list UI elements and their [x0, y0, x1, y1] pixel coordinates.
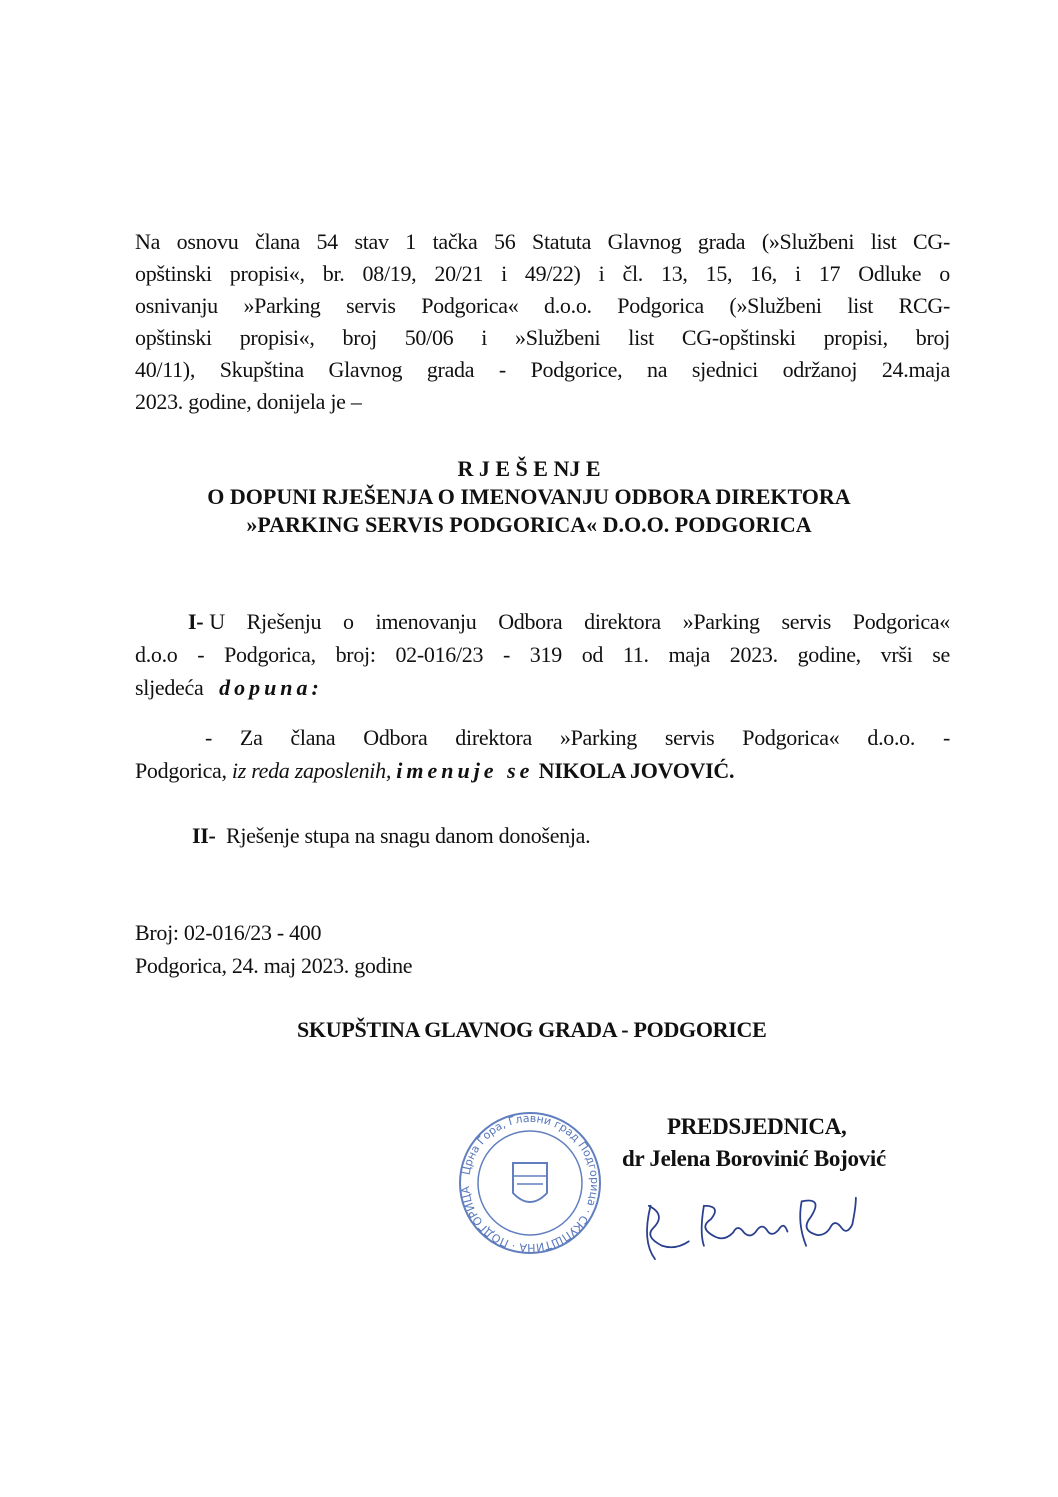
preamble-line: opštinski propisi«, br. 08/19, 20/21 i 49/22) i čl. 13, 15, 16, i 17 Odluke o [135, 261, 950, 286]
emphasis-text: dopuna: [219, 675, 323, 700]
preamble-line: Na osnovu člana 54 stav 1 tačka 56 Statuta Glavnog grada (»Službeni list CG- [135, 229, 950, 254]
place-date: Podgorica, 24. maj 2023. godine [135, 953, 413, 978]
section2-text: Rješenje stupa na snagu danom donošenja. [225, 823, 591, 848]
section1-line: d.o.o - Podgorica, broj: 02-016/23 - 319 od 11. maja 2023. godine, vrši se [135, 642, 950, 667]
signatory-name: dr Jelena Borovinić Bojović [622, 1146, 886, 1171]
preamble-line: osnivanju »Parking servis Podgorica« d.o.o. Podgorica (»Službeni list RCG- [135, 293, 950, 318]
document-subtitle: O DOPUNI RJEŠENJA O IMENOVANJU ODBORA DIREKTORA [207, 484, 851, 509]
section1-line [188, 606, 950, 638]
bullet-italic: iz reda zaposlenih, [231, 758, 392, 783]
signatory-role: PREDSJEDNICA, [667, 1114, 847, 1139]
appointee-name: NIKOLA JOVOVIĆ. [538, 758, 735, 783]
section2-numeral: II- [192, 823, 216, 848]
handwritten-signature [615, 1188, 935, 1268]
section1-text: sljedeća [135, 675, 204, 700]
bullet-text: Podgorica, [135, 758, 227, 783]
preamble-line: 40/11), Skupština Glavnog grada - Podgorice, na sjednici održanoj 24.maja [135, 357, 950, 382]
official-seal [455, 1108, 605, 1258]
section1-text: U Rješenju o imenovanju Odbora direktora »Parking servis Podgorica« [209, 609, 950, 634]
bullet-line [135, 755, 950, 787]
institution-name: SKUPŠTINA GLAVNOG GRADA - PODGORICE [297, 1017, 767, 1042]
document-subtitle: »PARKING SERVIS PODGORICA« D.O.O. PODGORICA [246, 512, 812, 537]
document-heading: R J E Š E NJ E [457, 456, 601, 481]
emphasis-text: imenuje se [396, 758, 534, 783]
svg-text:Црна Гора, Главни град Подгори: Црна Гора, Главни град Подгорица · СКУПШТИНА · ПОДГОРИЦА [459, 1111, 602, 1255]
bullet-line: - Za člana Odbora direktora »Parking servis Podgorica« d.o.o. - [205, 725, 950, 750]
section2-line [192, 820, 952, 852]
document-number: Broj: 02-016/23 - 400 [135, 920, 322, 945]
section1-numeral: I- [188, 609, 204, 634]
section1-line [135, 672, 950, 704]
preamble-line: opštinski propisi«, broj 50/06 i »Službeni list CG-opštinski propisi, broj [135, 325, 950, 350]
preamble-line: 2023. godine, donijela je – [135, 389, 362, 414]
